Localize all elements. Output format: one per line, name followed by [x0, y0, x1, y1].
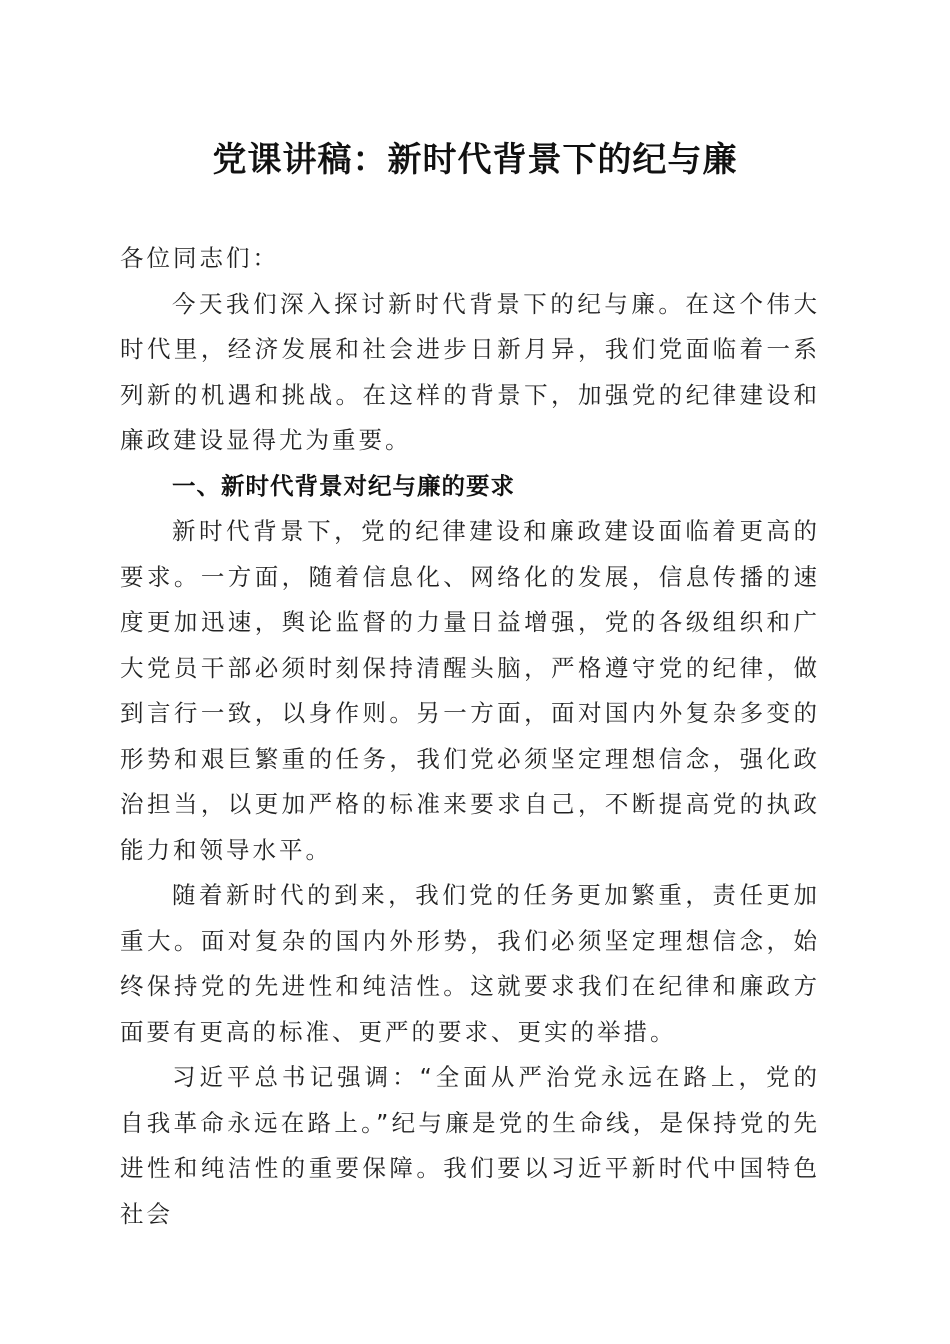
document-title: 党课讲稿：新时代背景下的纪与廉: [212, 140, 738, 180]
paragraph-intro: 今天我们深入探讨新时代背景下的纪与廉。在这个伟大时代里，经济发展和社会进步日新月异，我们党面临着一系列新的机遇和挑战。在这样的背景下，加强党的纪律建设和廉政建设显得尤为重要。: [120, 289, 820, 454]
paragraph-quote: 习近平总书记强调：“全面从严治党永远在路上，党的自我革命永远在路上。”纪与廉是党的生命线，是保持党的先进性和纯洁性的重要保障。我们要以习近平新时代中国特色社会: [120, 1063, 820, 1228]
section-heading: 一、新时代背景对纪与廉的要求: [172, 471, 515, 500]
document-body: [120, 236, 820, 1237]
paragraph-new-era: 随着新时代的到来，我们党的任务更加繁重，责任更加重大。面对复杂的国内外形势，我们必须坚定理想信念，始终保持党的先进性和纯洁性。这就要求我们在纪律和廉政方面要有更高的标准、更严的要求、更实的举措。: [120, 881, 820, 1046]
paragraph-requirements: 新时代背景下，党的纪律建设和廉政建设面临着更高的要求。一方面，随着信息化、网络化的发展，信息传播的速度更加迅速，舆论监督的力量日益增强，党的各级组织和广大党员干部必须时刻保持清醒头脑，严格遵守党的纪律，做到言行一致，以身作则。另一方面，面对国内外复杂多变的形势和艰巨繁重的任务，我们党必须坚定理想信念，强化政治担当，以更加严格的标准来要求自己，不断提高党的执政能力和领导水平。: [120, 517, 820, 864]
salutation: 各位同志们：: [120, 244, 279, 272]
